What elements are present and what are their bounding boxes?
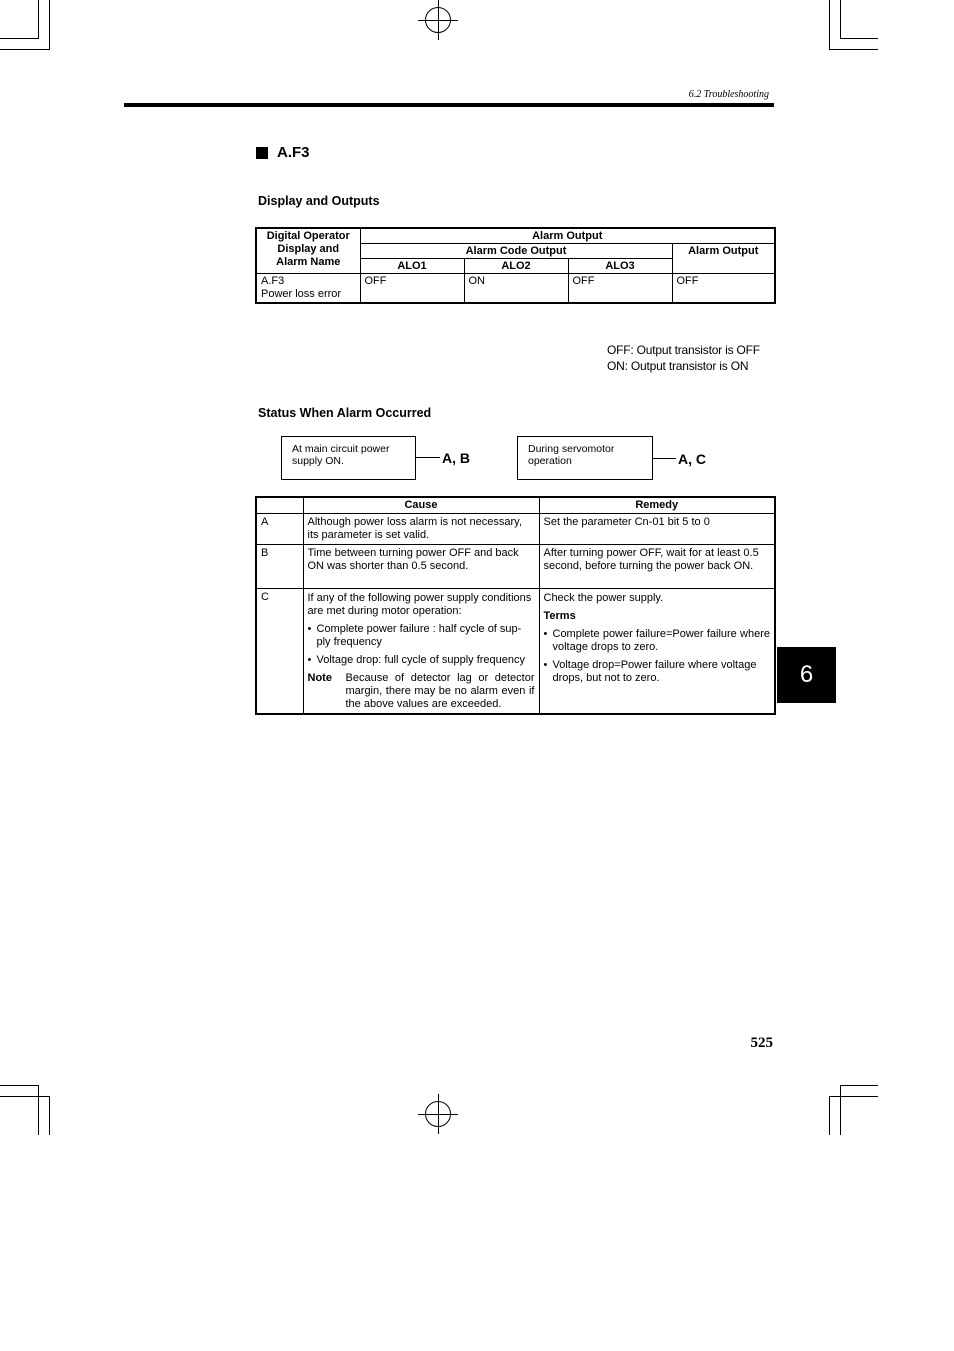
page-number: 525: [750, 1035, 773, 1051]
alarm-name: Power loss error: [261, 288, 342, 300]
alarm-output-value: OFF: [672, 274, 775, 304]
crop-mark: [0, 38, 39, 39]
crop-mark: [840, 1085, 841, 1135]
col-alo3: ALO3: [568, 259, 672, 274]
cause-remedy-table: [255, 496, 776, 715]
alarm-name-cell: [256, 274, 360, 304]
crop-mark: [0, 49, 50, 50]
col-alo2: ALO2: [464, 259, 568, 274]
display-outputs-table: [255, 227, 776, 304]
alo2-value: ON: [464, 274, 568, 304]
section-title: [256, 144, 310, 161]
remedy-cell: [539, 589, 775, 715]
col-alarm-output: Alarm Output: [360, 228, 775, 244]
row-id: A: [256, 514, 303, 545]
status-label-ac: A, C: [678, 451, 706, 467]
status-box-power-on: At main circuit power supply ON.: [281, 436, 416, 480]
connector-line: [653, 458, 676, 459]
alo3-value: OFF: [568, 274, 672, 304]
remedy-intro: Check the power supply.: [543, 592, 664, 604]
crop-mark: [49, 0, 50, 50]
crop-mark: [829, 1096, 878, 1097]
crop-mark: [829, 49, 878, 50]
status-heading: Status When Alarm Occurred: [258, 406, 432, 420]
alarm-code: A.F3: [261, 275, 285, 287]
cause-cell: Although power loss alarm is not necessary, its parameter is set valid.: [303, 514, 539, 545]
col-digital-operator: Digital Operator Display and Alarm Name: [256, 228, 360, 274]
cause-bullet: Voltage drop: full cycle of supply frequency: [316, 654, 526, 666]
square-bullet-icon: [256, 147, 268, 159]
crop-mark: [0, 1096, 50, 1097]
list-item: [544, 659, 771, 685]
remedy-bullet: Complete power failure=Power failure where voltage drops to zero.: [552, 628, 770, 653]
bullet-icon: •: [543, 659, 548, 671]
section-title-text: A.F3: [277, 144, 310, 161]
col-alarm-code-output: Alarm Code Output: [360, 244, 672, 259]
note: [308, 672, 535, 711]
cause-bullet: Complete power failure : half cycle of sup- ply frequency: [316, 623, 522, 648]
crop-mark: [829, 1096, 830, 1135]
connector-line: [416, 457, 440, 458]
bullet-icon: •: [543, 628, 548, 640]
table-row: [256, 274, 775, 304]
remedy-cell: After turning power OFF, wait for at least 0.5 second, before turning the power back ON.: [539, 545, 775, 589]
crop-mark: [38, 1085, 39, 1135]
crop-mark: [840, 38, 878, 39]
alo1-value: OFF: [360, 274, 464, 304]
col-id: [256, 497, 303, 514]
crop-mark: [38, 0, 39, 39]
terms-label: Terms: [543, 610, 576, 622]
header-rule: [124, 103, 774, 107]
crop-mark: [840, 0, 841, 39]
chapter-tab: 6: [777, 647, 836, 703]
note-label: Note: [307, 672, 332, 684]
col-remedy: Remedy: [539, 497, 775, 514]
crop-mark: [840, 1085, 878, 1086]
table-row: [256, 545, 775, 589]
row-id: C: [256, 589, 303, 715]
table-row: [256, 514, 775, 545]
cause-intro: If any of the following power supply conditions are met during motor operation:: [307, 592, 532, 617]
col-cause: Cause: [303, 497, 539, 514]
cause-cell: [303, 589, 539, 715]
list-item: [544, 628, 771, 654]
bullet-icon: •: [307, 623, 312, 635]
status-box-servomotor: During servomotor operation: [517, 436, 653, 480]
table-row: [256, 589, 775, 715]
row-id: B: [256, 545, 303, 589]
crop-mark: [0, 1085, 39, 1086]
bullet-icon: •: [307, 654, 312, 666]
list-item: [308, 623, 535, 649]
registration-mark: [418, 1114, 458, 1115]
crop-mark: [829, 0, 830, 50]
col-alo1: ALO1: [360, 259, 464, 274]
display-outputs-heading: Display and Outputs: [258, 194, 380, 208]
status-label-ab: A, B: [442, 450, 470, 466]
note-text: Because of detector lag or detector margin, there may be no alarm even if the above values are exceeded.: [345, 672, 535, 710]
legend-on: ON: Output transistor is ON: [607, 359, 749, 373]
col-alarm-output-sub: Alarm Output: [672, 244, 775, 274]
registration-mark: [418, 20, 458, 21]
crop-mark: [49, 1096, 50, 1135]
running-head: 6.2 Troubleshooting: [688, 89, 769, 100]
list-item: [308, 654, 535, 667]
remedy-bullet: Voltage drop=Power failure where voltage drops, but not to zero.: [552, 659, 757, 684]
cause-cell: Time between turning power OFF and back ON was shorter than 0.5 second.: [303, 545, 539, 589]
remedy-cell: Set the parameter Cn-01 bit 5 to 0: [539, 514, 775, 545]
legend-off: OFF: Output transistor is OFF: [607, 343, 760, 357]
